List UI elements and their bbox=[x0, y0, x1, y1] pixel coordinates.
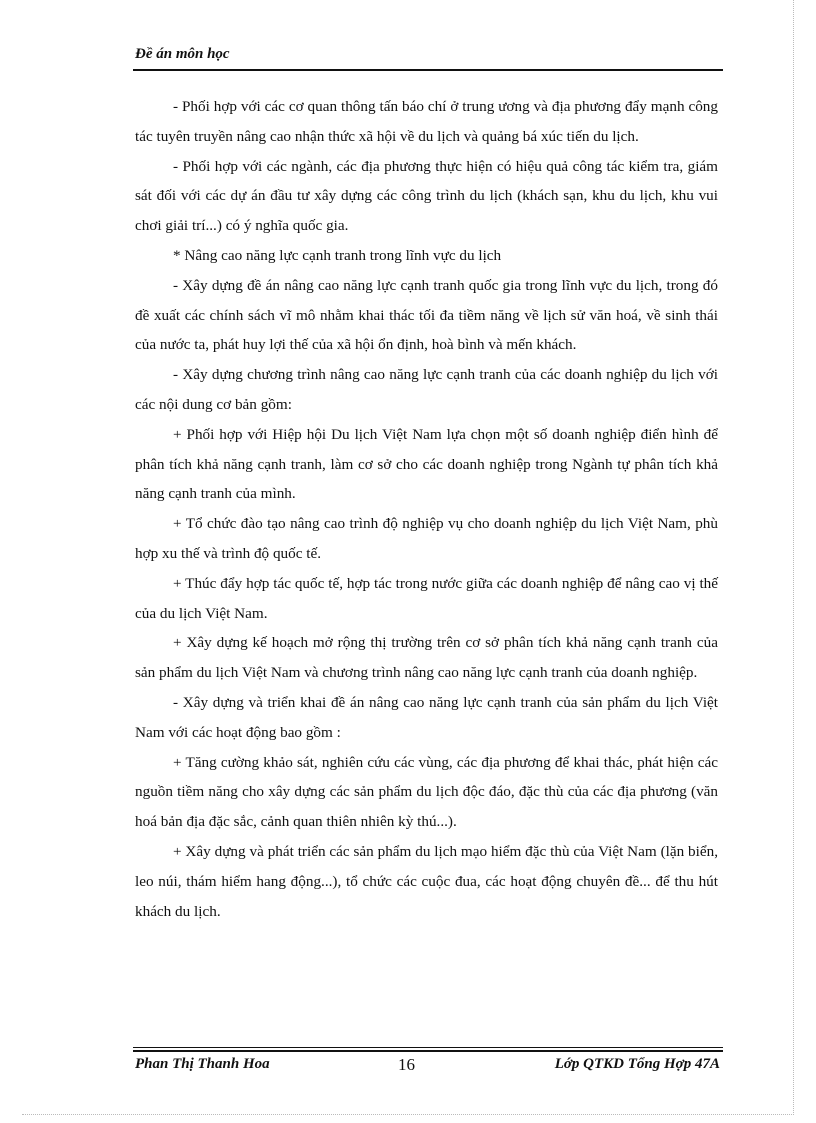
paragraph: - Xây dựng và triển khai đề án nâng cao năng lực cạnh tranh của sản phẩm du lịch Việt Nam với các hoạt động bao gồm : bbox=[135, 693, 718, 741]
paragraph: + Tổ chức đào tạo nâng cao trình độ nghiệp vụ cho doanh nghiệp du lịch Việt Nam, phù hợp xu thế và trình độ quốc tế. bbox=[135, 515, 718, 562]
header-divider bbox=[133, 69, 723, 71]
paragraph: - Phối hợp với các ngành, các địa phương thực hiện có hiệu quả công tác kiểm tra, giám sát đối với các dự án đầu tư xây dựng các công trình du lịch (khách sạn, khu du lịch, khu vui chơi giải trí...) có ý nghĩa quốc gia. bbox=[135, 157, 718, 235]
paragraph: + Xây dựng kế hoạch mở rộng thị trường trên cơ sở phân tích khả năng cạnh tranh của sản phẩm du lịch Việt Nam và chương trình nâng cao năng lực cạnh tranh của doanh nghiệp. bbox=[135, 634, 718, 682]
paragraph: - Xây dựng chương trình nâng cao năng lực cạnh tranh của các doanh nghiệp du lịch với các nội dung cơ bản gồm: bbox=[135, 366, 718, 413]
paragraph: + Tăng cường khảo sát, nghiên cứu các vùng, các địa phương để khai thác, phát hiện các nguồn tiềm năng cho xây dựng các sản phẩm du lịch độc đáo, đặc thù của các địa phương (văn hoá bản địa đặc sắc, cảnh quan thiên nhiên kỳ thú...). bbox=[135, 753, 718, 831]
paragraph: - Xây dựng đề án nâng cao năng lực cạnh tranh quốc gia trong lĩnh vực du lịch, trong đó đề xuất các chính sách vĩ mô nhằm khai thác tối đa tiềm năng về lịch sử văn hoá, về sinh thái của nước ta, phát huy lợi thế của xã hội ổn định, hoà bình và mến khách. bbox=[135, 276, 718, 354]
footer-author: Phan Thị Thanh Hoa bbox=[135, 1056, 270, 1072]
section-heading: * Nâng cao năng lực cạnh tranh trong lĩnh vực du lịch bbox=[173, 246, 502, 264]
paragraph: + Thúc đẩy hợp tác quốc tế, hợp tác trong nước giữa các doanh nghiệp để nâng cao vị thế của du lịch Việt Nam. bbox=[135, 574, 718, 622]
page-header-title: Đề án môn học bbox=[135, 46, 230, 62]
paragraph: + Xây dựng và phát triển các sản phẩm du lịch mạo hiểm đặc thù của Việt Nam (lặn biển, leo núi, thám hiểm hang động...), tổ chức các cuộc đua, các hoạt động chuyên đề... để thu hút khách du lịch. bbox=[135, 842, 718, 920]
document-body bbox=[135, 92, 718, 926]
page-number: 16 bbox=[398, 1055, 415, 1074]
footer-class-name: Lớp QTKD Tổng Hợp 47A bbox=[554, 1056, 720, 1072]
paragraph: - Phối hợp với các cơ quan thông tấn báo chí ở trung ương và địa phương đẩy mạnh công tác tuyên truyền nâng cao nhận thức xã hội về du lịch và quảng bá xúc tiến du lịch. bbox=[135, 98, 718, 145]
page-edge-right bbox=[793, 0, 794, 1115]
footer-divider-thick bbox=[133, 1050, 723, 1052]
paragraph: + Phối hợp với Hiệp hội Du lịch Việt Nam lựa chọn một số doanh nghiệp điển hình để phân tích khả năng cạnh tranh, làm cơ sở cho các doanh nghiệp trong Ngành tự phân tích khả năng cạnh tranh của mình. bbox=[135, 425, 718, 503]
footer-divider-thin bbox=[133, 1047, 723, 1048]
page-edge-bottom bbox=[22, 1114, 794, 1115]
